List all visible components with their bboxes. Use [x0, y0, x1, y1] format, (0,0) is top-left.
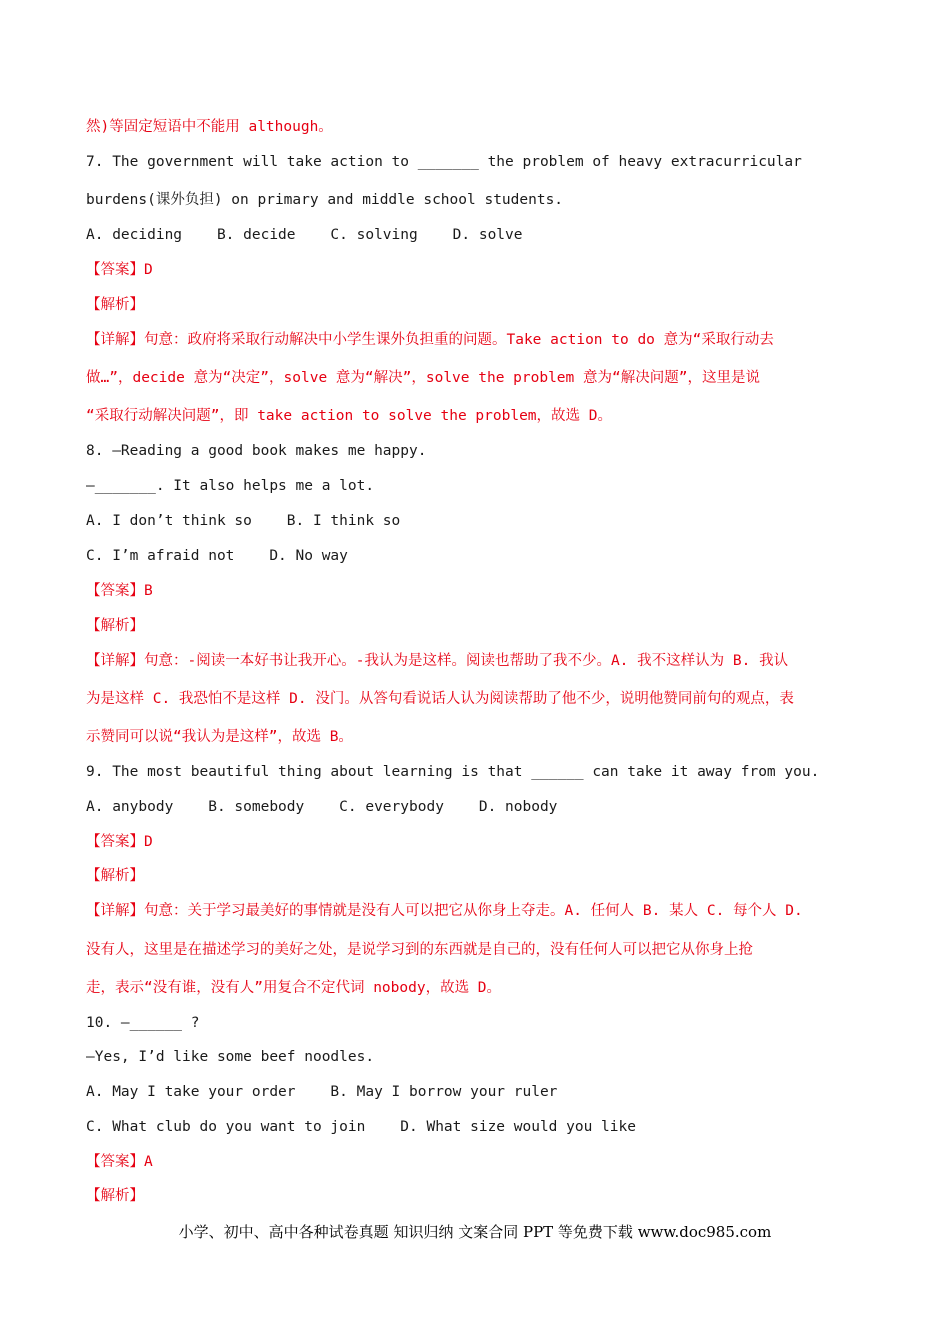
- question-8-stem-cont: —_______. It also helps me a lot.: [86, 478, 375, 494]
- question-9-detail-3: 走，表示“没有谁，没有人”用复合不定代词 nobody，故选 D。: [86, 980, 502, 996]
- question-7-options: A. deciding B. decide C. solving D. solve: [86, 227, 523, 243]
- question-7-stem: 7. The government will take action to _______ the problem of heavy extracurricular: [86, 154, 802, 170]
- question-9-answer: 【答案】D: [86, 834, 153, 850]
- question-10-options-2: C. What club do you want to join D. What size would you like: [86, 1119, 636, 1135]
- question-9-analysis-label: 【解析】: [86, 868, 144, 884]
- page-footer: 小学、初中、高中各种试卷真题 知识归纳 文案合同 PPT 等免费下载 www.doc985.com: [178, 1223, 772, 1241]
- question-8-analysis-label: 【解析】: [86, 618, 144, 634]
- question-8-detail-2: 为是这样 C. 我恐怕不是这样 D. 没门。从答句看说话人认为阅读帮助了他不少，说明他赞同前句的观点，表: [86, 691, 794, 707]
- question-9-options: A. anybody B. somebody C. everybody D. nobody: [86, 799, 558, 815]
- question-7-stem-cont: burdens(课外负担) on primary and middle school students.: [86, 192, 564, 208]
- question-10-stem: 10. —______ ?: [86, 1015, 200, 1031]
- question-9-detail-1: 【详解】句意：关于学习最美好的事情就是没有人可以把它从你身上夺走。A. 任何人 B. 某人 C. 每个人 D.: [86, 903, 803, 919]
- question-10-stem-cont: —Yes, I’d like some beef noodles.: [86, 1049, 375, 1065]
- question-10-answer: 【答案】A: [86, 1154, 153, 1170]
- question-8-detail-1: 【详解】句意：-阅读一本好书让我开心。-我认为是这样。阅读也帮助了我不少。A. 我不这样认为 B. 我认: [86, 653, 789, 669]
- question-10-options-1: A. May I take your order B. May I borrow your ruler: [86, 1084, 558, 1100]
- question-10-analysis-label: 【解析】: [86, 1188, 144, 1204]
- question-9-detail-2: 没有人，这里是在描述学习的美好之处，是说学习到的东西就是自己的，没有任何人可以把它从你身上抢: [86, 942, 753, 958]
- question-7-detail-1: 【详解】句意：政府将采取行动解决中小学生课外负担重的问题。Take action to do 意为“采取行动去: [86, 332, 774, 348]
- question-8-detail-3: 示赞同可以说“我认为是这样”，故选 B。: [86, 729, 353, 745]
- question-8-options-2: C. I’m afraid not D. No way: [86, 548, 348, 564]
- question-9-stem: 9. The most beautiful thing about learning is that ______ can take it away from you.: [86, 764, 820, 780]
- question-7-detail-2: 做…”，decide 意为“决定”，solve 意为“解决”，solve the problem 意为“解决问题”，这里是说: [86, 370, 760, 386]
- question-8-options-1: A. I don’t think so B. I think so: [86, 513, 401, 529]
- explanation-continuation: 然)等固定短语中不能用 although。: [86, 119, 333, 135]
- question-7-detail-3: “采取行动解决问题”，即 take action to solve the problem，故选 D。: [86, 408, 612, 424]
- question-8-stem: 8. —Reading a good book makes me happy.: [86, 443, 427, 459]
- question-8-answer: 【答案】B: [86, 583, 153, 599]
- question-7-answer: 【答案】D: [86, 262, 153, 278]
- question-7-analysis-label: 【解析】: [86, 297, 144, 313]
